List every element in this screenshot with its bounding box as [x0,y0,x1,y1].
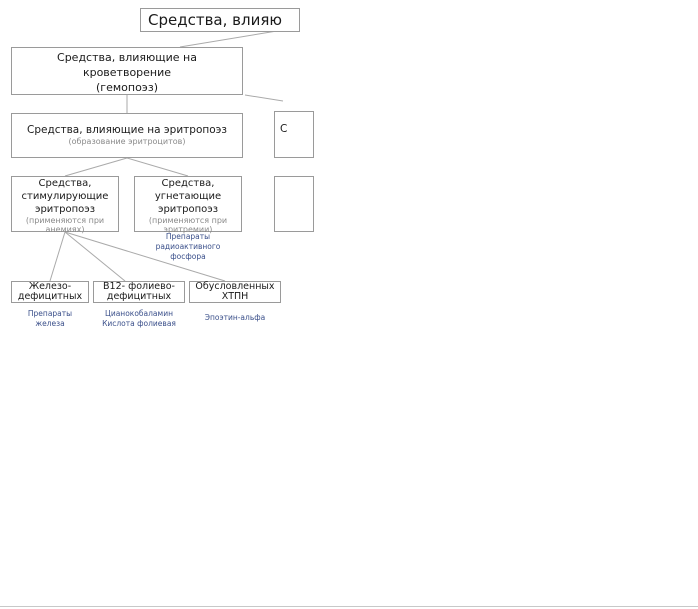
inhibiting-note-line3: фосфора [170,252,206,261]
hemopoesis-box [11,47,243,95]
inhibiting-sub1: (применяются при [148,216,228,225]
iron-note-line1: Препараты [27,309,73,318]
ctn-line1: Обусловленных [195,281,275,292]
stimulating-line1: Средства, [38,178,92,189]
b12-line2: дефицитных [106,291,172,302]
partial-box [274,111,314,158]
erythropoesis-sub: (образование эритроцитов) [68,137,186,146]
hemopoesis-line1: Средства, влияющие на [57,51,197,64]
ctn-box [189,281,281,303]
diagram-viewport [0,0,288,335]
partial-box-lower [274,176,314,232]
inhibiting-line2: угнетающие [154,191,222,202]
erythropoesis-title: Средства, влияющие на эритропоэз [26,124,228,136]
stimulating-sub2: анемиях) [45,225,85,234]
inhibiting-note-line1: Препараты [165,232,211,241]
connector-title-hemopoesis [180,30,283,47]
connector-erythro-inhib [127,158,188,176]
b12-note-line2: Кислота фолиевая [102,319,176,328]
stimulating-line2: стимулирующие [21,191,109,202]
connector-hemopoesis-right [245,95,283,101]
inhibiting-note-line2: радиоактивного [155,242,221,251]
iron-line1: Железо- [28,281,72,292]
connector-stim-b12 [65,232,125,281]
inhibiting-line1: Средства, [161,178,215,189]
b12-line1: B12- фолиево- [103,281,175,292]
stimulating-sub1: (применяются при [25,216,105,225]
title-box [140,8,300,32]
iron-line2: дефицитных [17,291,83,302]
iron-box [11,281,89,303]
ctn-note-line1: Эпоэтин-альфа [204,313,266,322]
iron-note [10,309,90,329]
hemopoesis-line2: кроветворение [82,66,172,79]
b12-box [93,281,185,303]
ctn-note [190,313,280,323]
title-text: Средства, влияю [148,11,282,29]
inhibiting-note [138,232,238,262]
inhibiting-line3: эритропоэз [157,204,219,215]
erythropoesis-box [11,113,243,158]
b12-note-line1: Цианокобаламин [105,309,173,318]
b12-note [94,309,184,329]
hemopoesis-line3: (гемопоэз) [96,81,158,94]
partial-box-text: С [280,123,288,135]
connector-stim-iron [50,232,65,281]
bottom-divider [0,606,698,607]
connector-erythro-stim [65,158,127,176]
stimulating-line3: эритропоэз [34,204,96,215]
ctn-line2: ХТПН [221,291,249,302]
inhibiting-box [134,176,242,232]
iron-note-line2: железа [35,319,65,328]
inhibiting-sub2: эритремии) [163,225,213,234]
stimulating-box [11,176,119,232]
